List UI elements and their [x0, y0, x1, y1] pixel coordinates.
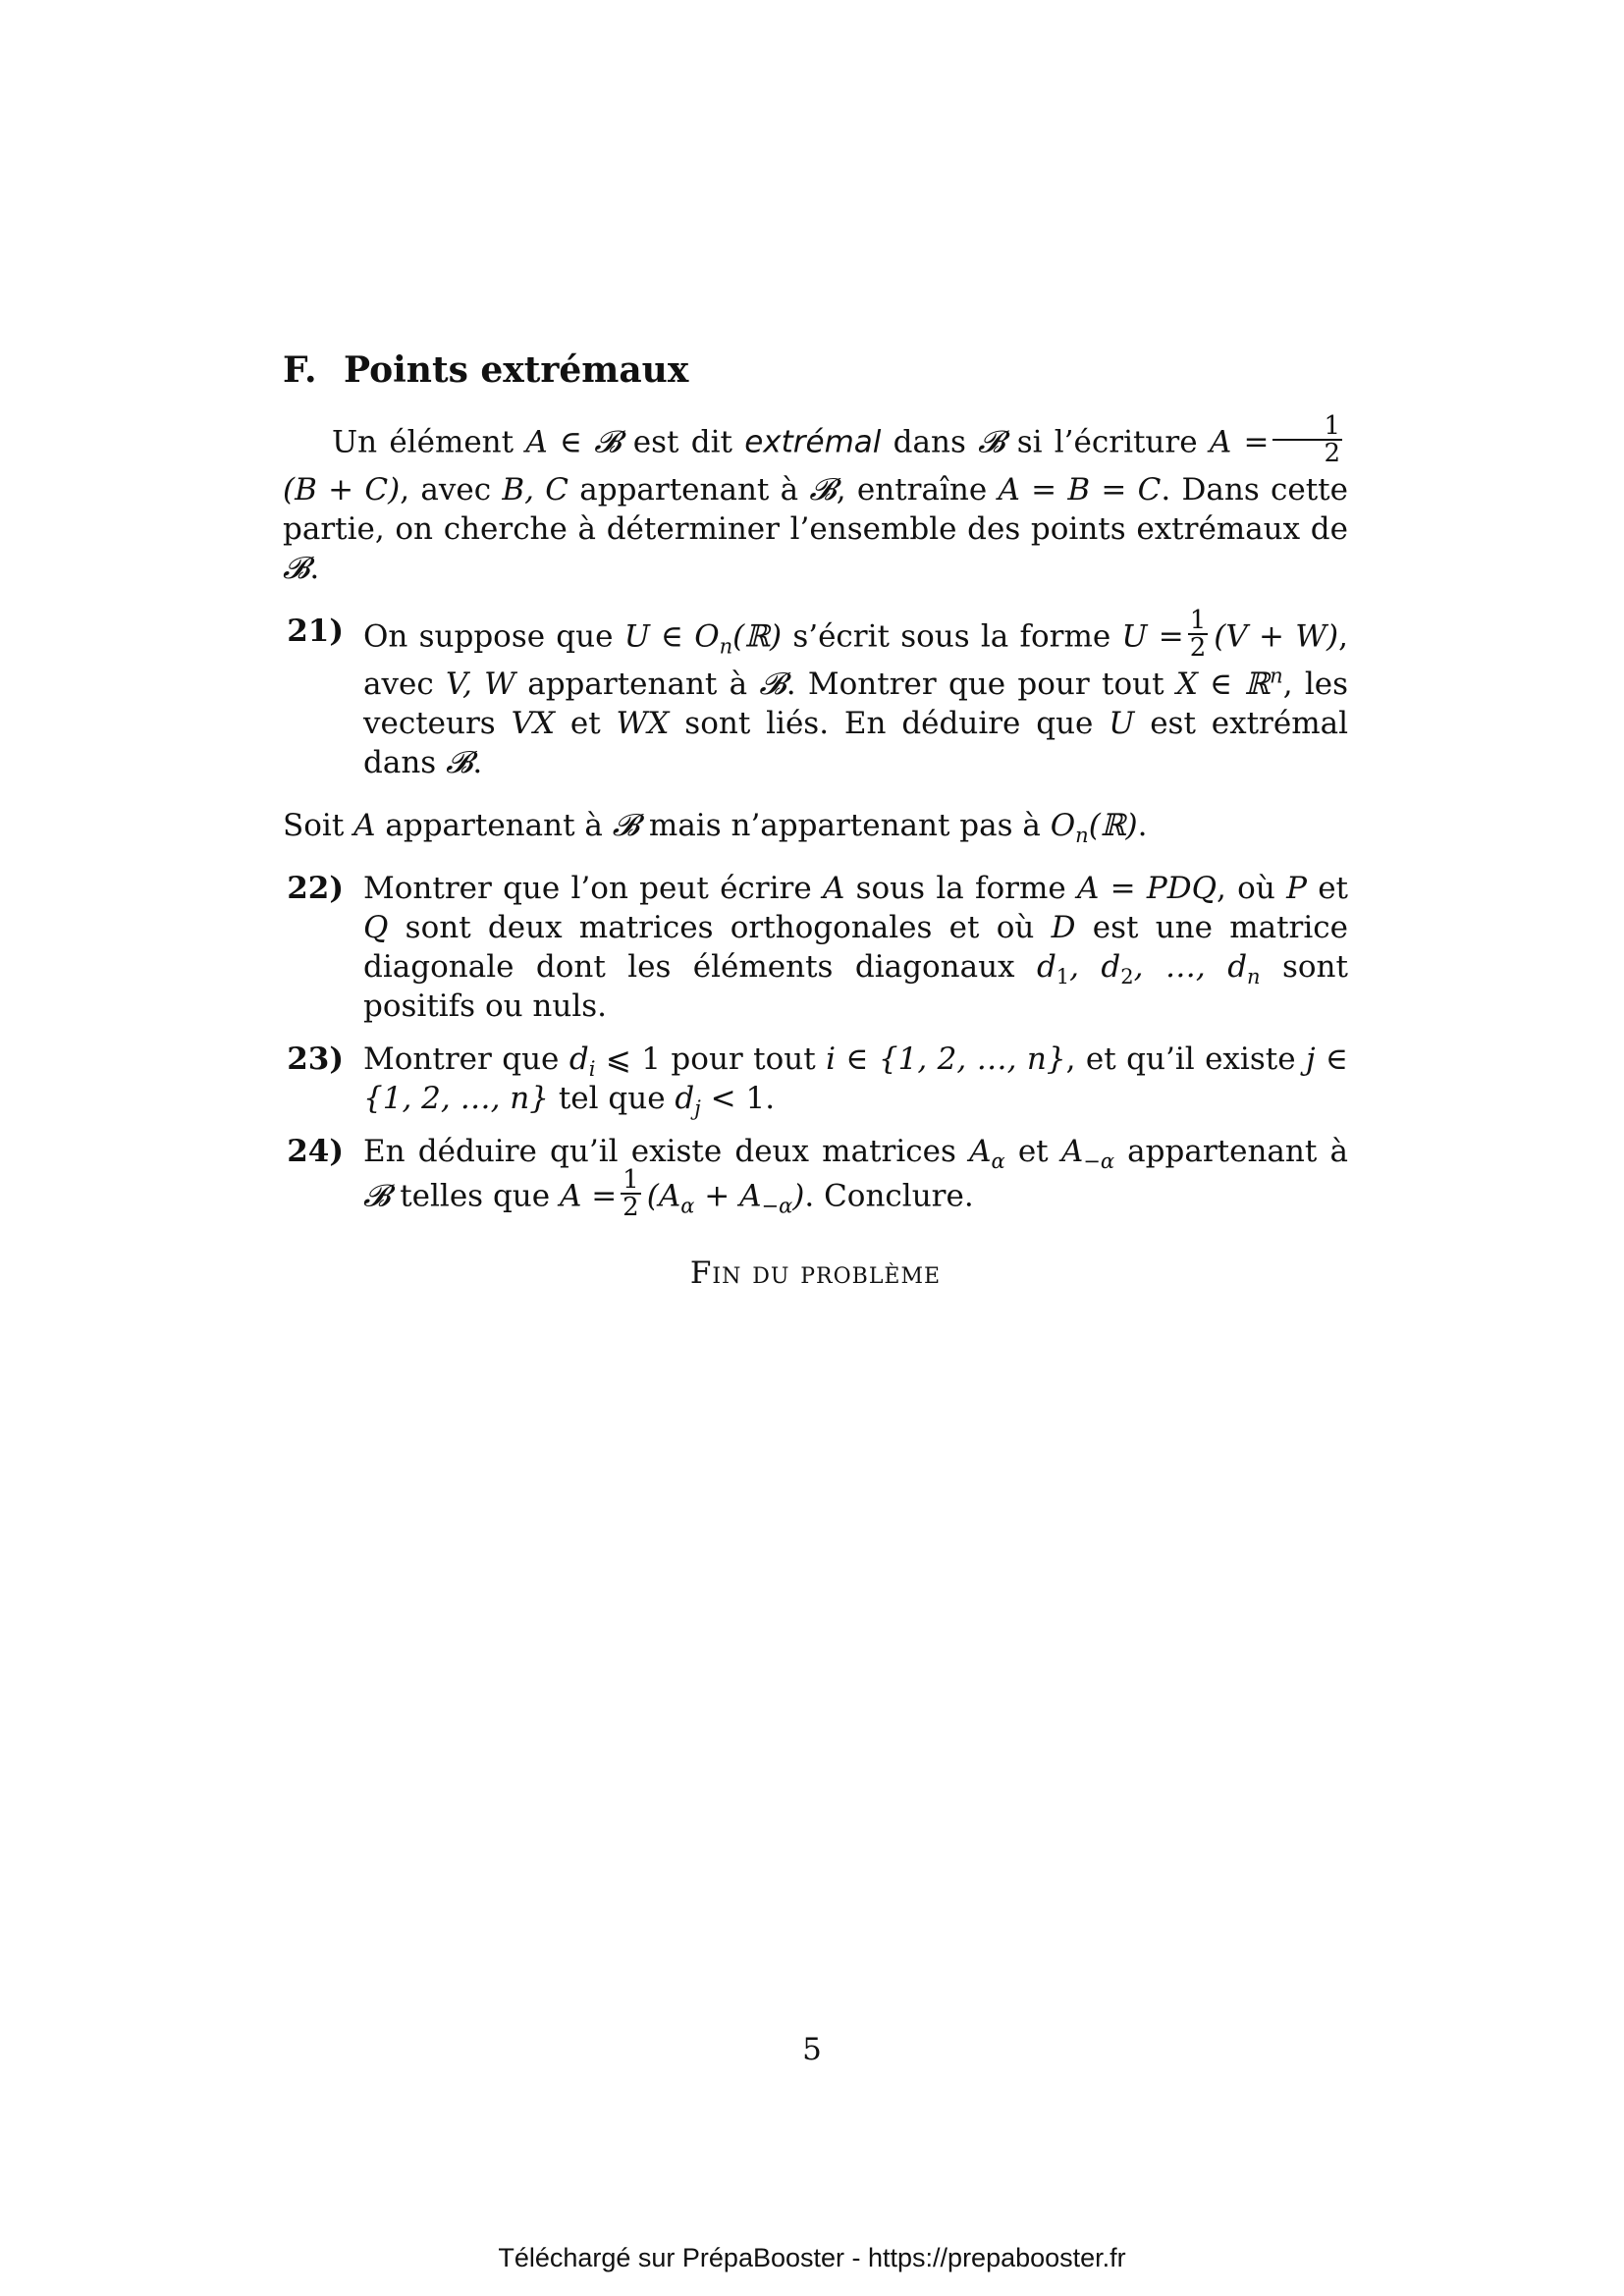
- text: , avec: [363, 618, 1349, 702]
- math: U ∈ O: [623, 618, 720, 655]
- text: En déduire qu’il existe deux matrices: [363, 1134, 970, 1169]
- text: appartenant à: [375, 808, 613, 843]
- subscript: n: [1247, 965, 1261, 989]
- superscript: n: [1270, 664, 1283, 688]
- text: est une matrice diagonale dont les éléments diagonaux: [363, 910, 1349, 985]
- text: dans: [881, 424, 979, 460]
- subscript: j: [694, 1096, 701, 1121]
- text: est dit: [621, 424, 745, 460]
- text: et: [555, 706, 617, 741]
- math: A: [1060, 1134, 1084, 1169]
- math: 𝓑: [446, 745, 473, 780]
- math: VX: [511, 706, 556, 741]
- question-label: 23): [287, 1041, 344, 1077]
- end-of-problem: Fin du problème: [689, 1255, 942, 1291]
- text: Un élément: [332, 424, 526, 460]
- section-number: F.: [283, 349, 317, 391]
- math: 𝓑: [363, 1178, 391, 1214]
- math: 𝓑: [978, 424, 1005, 460]
- math: U =: [1121, 618, 1184, 655]
- math: V, W: [445, 667, 515, 702]
- math: P: [1286, 871, 1307, 906]
- math: ): [792, 1178, 805, 1214]
- text: pour tout: [661, 1041, 827, 1077]
- text: appartenant à: [568, 472, 810, 507]
- text: mais n’appartenant pas à: [639, 808, 1051, 843]
- question-body: [363, 869, 1348, 1026]
- soit-paragraph: [283, 806, 1348, 848]
- math: (B + C): [283, 472, 401, 507]
- math: X ∈ ℝ: [1175, 667, 1271, 702]
- subscript: 1: [1056, 965, 1070, 989]
- math: + A: [694, 1178, 762, 1214]
- text: Montrer que l’on peut écrire: [363, 871, 823, 906]
- subscript: α: [991, 1149, 1005, 1174]
- math: d: [675, 1081, 695, 1116]
- subscript: n: [1075, 824, 1089, 848]
- text: sous la forme: [844, 871, 1077, 906]
- math: 𝓑: [283, 551, 310, 586]
- math: WX: [616, 706, 670, 741]
- text: sont liés. En déduire que: [669, 706, 1110, 741]
- question-label: 21): [287, 614, 344, 649]
- question-23: [283, 1040, 1348, 1121]
- subscript: i: [588, 1057, 596, 1082]
- text: , et qu’il existe: [1065, 1041, 1306, 1077]
- math: d: [1036, 949, 1056, 985]
- fraction-denominator: 2: [1324, 439, 1340, 468]
- section-heading: [283, 348, 1348, 392]
- text: .: [309, 551, 320, 586]
- question-24: [283, 1132, 1348, 1224]
- fraction: [621, 1167, 641, 1220]
- math: 𝓑: [612, 808, 640, 843]
- question-label: 22): [287, 871, 344, 906]
- question-22: [283, 869, 1348, 1026]
- text: .: [765, 1081, 776, 1116]
- math: Q: [363, 910, 389, 945]
- fraction-numerator: 1: [623, 1165, 639, 1195]
- fraction: [1272, 413, 1342, 466]
- text: appartenant à: [514, 667, 760, 702]
- text: sont deux matrices orthogonales et où: [388, 910, 1052, 945]
- math: A: [353, 808, 376, 843]
- text: .: [1137, 808, 1148, 843]
- text: , entraîne: [836, 472, 999, 507]
- text: , les vecteurs: [363, 667, 1348, 741]
- fraction: [1188, 608, 1209, 661]
- text: .: [472, 745, 483, 780]
- math: (V + W): [1214, 618, 1339, 655]
- text: si l’écriture: [1004, 424, 1210, 460]
- math: A = PDQ: [1076, 871, 1218, 906]
- text: sont positifs ou nuls.: [363, 949, 1348, 1024]
- math: B, C: [502, 472, 568, 507]
- text: tel que: [548, 1081, 676, 1116]
- text: . Dans cette partie, on cherche à déterminer l’ensemble des points extrémaux de: [283, 472, 1348, 547]
- subscript: 2: [1120, 965, 1134, 989]
- page-content: [283, 348, 1348, 1293]
- fraction-denominator: 2: [1189, 633, 1207, 663]
- question-body: [363, 606, 1349, 782]
- fraction-denominator: 2: [623, 1193, 639, 1222]
- math: A: [822, 871, 845, 906]
- text: et: [1004, 1134, 1061, 1169]
- page-number: 5: [802, 2032, 822, 2067]
- fraction-numerator: 1: [1272, 413, 1342, 441]
- text: . Conclure.: [804, 1178, 974, 1214]
- text: On suppose que: [363, 618, 624, 655]
- math: 𝓑: [809, 472, 837, 507]
- math: (ℝ): [732, 618, 783, 655]
- math: A ∈ 𝓑: [525, 424, 622, 460]
- text: telles que: [390, 1178, 560, 1214]
- subscript: n: [719, 634, 733, 659]
- math: D: [1051, 910, 1076, 945]
- download-footer: Téléchargé sur PrépaBooster - https://prepabooster.fr: [498, 2243, 1126, 2272]
- text: et: [1306, 871, 1348, 906]
- text: Montrer que: [363, 1041, 569, 1077]
- text: Soit: [283, 808, 354, 843]
- math: < 1: [700, 1081, 766, 1116]
- question-body: [363, 1040, 1348, 1121]
- math: 𝓑: [759, 667, 786, 702]
- math: (ℝ): [1088, 808, 1138, 843]
- math: A =: [1209, 424, 1270, 460]
- section-title: Points extrémaux: [344, 349, 689, 391]
- math: (A: [646, 1178, 681, 1214]
- emphasis-term: extrémal: [744, 424, 882, 460]
- text: s’écrit sous la forme: [782, 618, 1122, 655]
- math: A = B = C: [998, 472, 1162, 507]
- subscript: α: [680, 1194, 695, 1218]
- text: . Montrer que pour tout: [785, 667, 1176, 702]
- subscript: −α: [1083, 1149, 1114, 1174]
- math: d: [568, 1041, 589, 1077]
- math: j ∈ {1, 2, …, n}: [363, 1041, 1348, 1116]
- question-21: [283, 606, 1349, 782]
- math: A =: [559, 1178, 618, 1214]
- text: , avec: [400, 472, 503, 507]
- math: , d: [1069, 949, 1121, 985]
- math: i ∈ {1, 2, …, n}: [826, 1041, 1066, 1077]
- fraction-numerator: 1: [1189, 606, 1207, 635]
- math: O: [1050, 808, 1076, 843]
- text: appartenant à: [1114, 1134, 1348, 1169]
- question-label: 24): [287, 1134, 344, 1169]
- math: , …, d: [1133, 949, 1248, 985]
- text: , où: [1217, 871, 1287, 906]
- subscript: −α: [761, 1194, 793, 1218]
- intro-paragraph: [283, 411, 1348, 588]
- math: U: [1109, 706, 1135, 741]
- text: est extrémal dans: [363, 706, 1349, 780]
- math: A: [969, 1134, 992, 1169]
- math: ⩽ 1: [595, 1041, 661, 1077]
- question-body: [363, 1132, 1348, 1224]
